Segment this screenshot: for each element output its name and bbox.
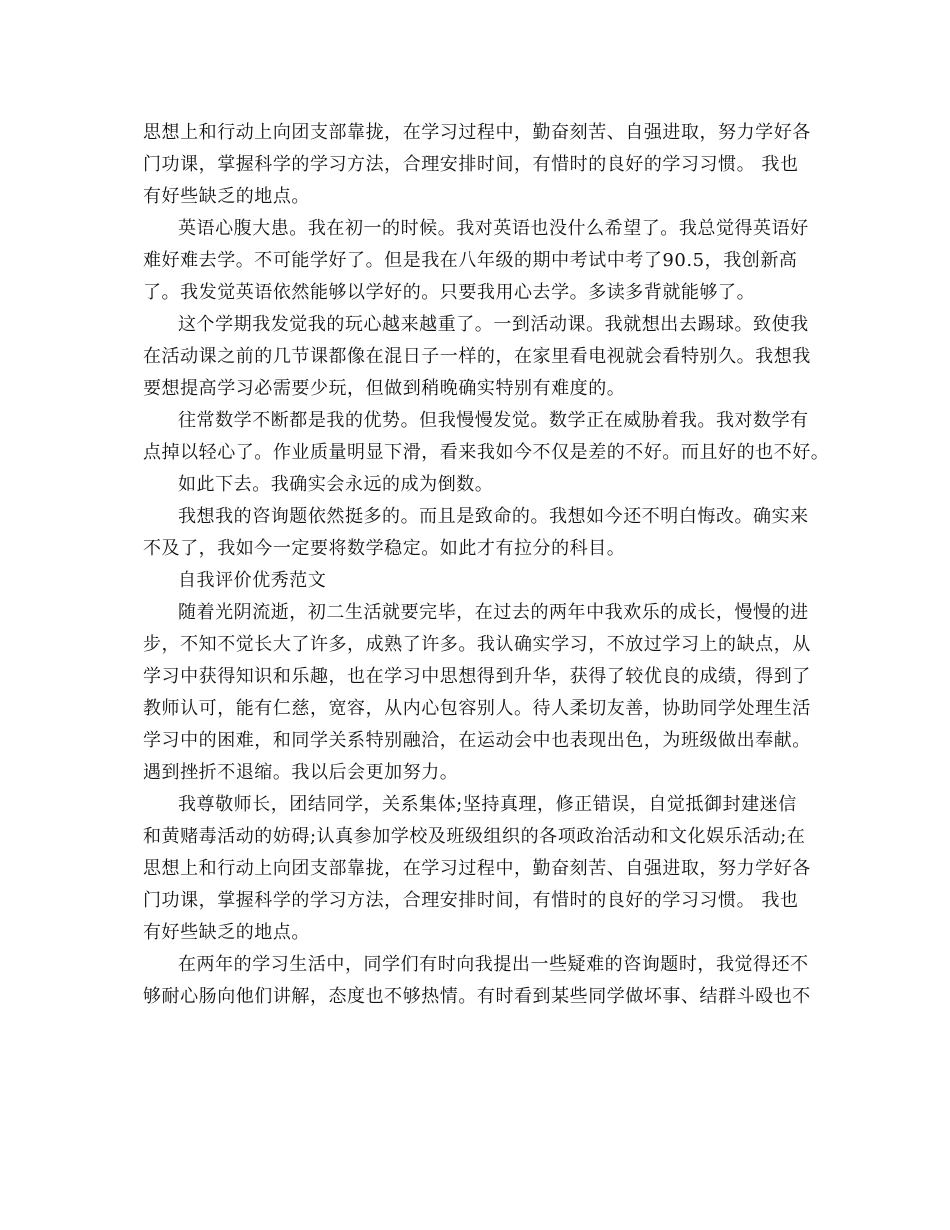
paragraph-start-line: 我想我的咨询题依然挺多的。而且是致命的。我想如今还不明白悔改。确实来 bbox=[178, 506, 809, 527]
text-line: 够耐心肠向他们讲解，态度也不够热情。有时看到某些同学做坏事、结群斗殴也不 bbox=[143, 986, 811, 1007]
text-line: 门功课，掌握科学的学习方法，合理安排时间，有惜时的良好的学习习惯。 我也 bbox=[143, 890, 799, 911]
text-line: 学习中的困难，和同学关系特别融洽，在运动会中也表现出色，为班级做出奉献。 bbox=[143, 730, 811, 751]
document-body bbox=[143, 117, 830, 1013]
paragraph-start-line: 在两年的学习生活中，同学们有时向我提出一些疑难的咨询题时，我觉得还不 bbox=[178, 954, 809, 975]
text-line: 门功课，掌握科学的学习方法，合理安排时间，有惜时的良好的学习习惯。 我也 bbox=[143, 154, 799, 175]
paragraph-start-line: 如此下去。我确实会永远的成为倒数。 bbox=[178, 474, 494, 495]
paragraph-start-line: 我尊敬师长，团结同学，关系集体;坚持真理，修正错误，自觉抵御封建迷信 bbox=[178, 794, 797, 815]
text-line: 步，不知不觉长大了许多，成熟了许多。我认确实学习，不放过学习上的缺点，从 bbox=[143, 634, 811, 655]
text-line: 遇到挫折不退缩。我以后会更加努力。 bbox=[143, 762, 459, 783]
paragraph-start-line: 随着光阴流逝，初二生活就要完毕，在过去的两年中我欢乐的成长，慢慢的进 bbox=[178, 602, 809, 623]
text-line: 有好些缺乏的地点。 bbox=[143, 186, 310, 207]
paragraph-start-line: 往常数学不断都是我的优势。但我慢慢发觉。数学正在威胁着我。我对数学有 bbox=[178, 410, 809, 431]
text-line: 要想提高学习必需要少玩，但做到稍晚确实特别有难度的。 bbox=[143, 378, 626, 399]
text-line: 学习中获得知识和乐趣，也在学习中思想得到升华，获得了较优良的成绩，得到了 bbox=[143, 666, 811, 687]
section-heading: 自我评价优秀范文 bbox=[178, 570, 327, 591]
text-line: 难好难去学。不可能学好了。但是我在八年级的期中考试中考了90.5，我创新高 bbox=[143, 250, 798, 271]
text-line: 教师认可，能有仁慈，宽容，从内心包容别人。待人柔切友善，协助同学处理生活 bbox=[143, 698, 811, 719]
text-line: 有好些缺乏的地点。 bbox=[143, 922, 310, 943]
text-line: 点掉以轻心了。作业质量明显下滑，看来我如今不仅是差的不好。而且好的也不好。 bbox=[143, 442, 830, 463]
paragraph-start-line: 英语心腹大患。我在初一的时候。我对英语也没什么希望了。我总觉得英语好 bbox=[178, 218, 809, 239]
text-line: 不及了，我如今一定要将数学稳定。如此才有拉分的科目。 bbox=[143, 538, 626, 559]
text-line: 思想上和行动上向团支部靠拢，在学习过程中，勤奋刻苦、自强进取，努力学好各 bbox=[143, 122, 811, 143]
text-line: 和黄赌毒活动的妨碍;认真参加学校及班级组织的各项政治活动和文化娱乐活动;在 bbox=[143, 826, 806, 847]
paragraph-start-line: 这个学期我发觉我的玩心越来越重了。一到活动课。我就想出去踢球。致使我 bbox=[178, 314, 809, 335]
text-line: 思想上和行动上向团支部靠拢，在学习过程中，勤奋刻苦、自强进取，努力学好各 bbox=[143, 858, 811, 879]
text-line: 了。我发觉英语依然能够以学好的。只要我用心去学。多读多背就能够了。 bbox=[143, 282, 756, 303]
text-line: 在活动课之前的几节课都像在混日子一样的，在家里看电视就会看特别久。我想我 bbox=[143, 346, 811, 367]
